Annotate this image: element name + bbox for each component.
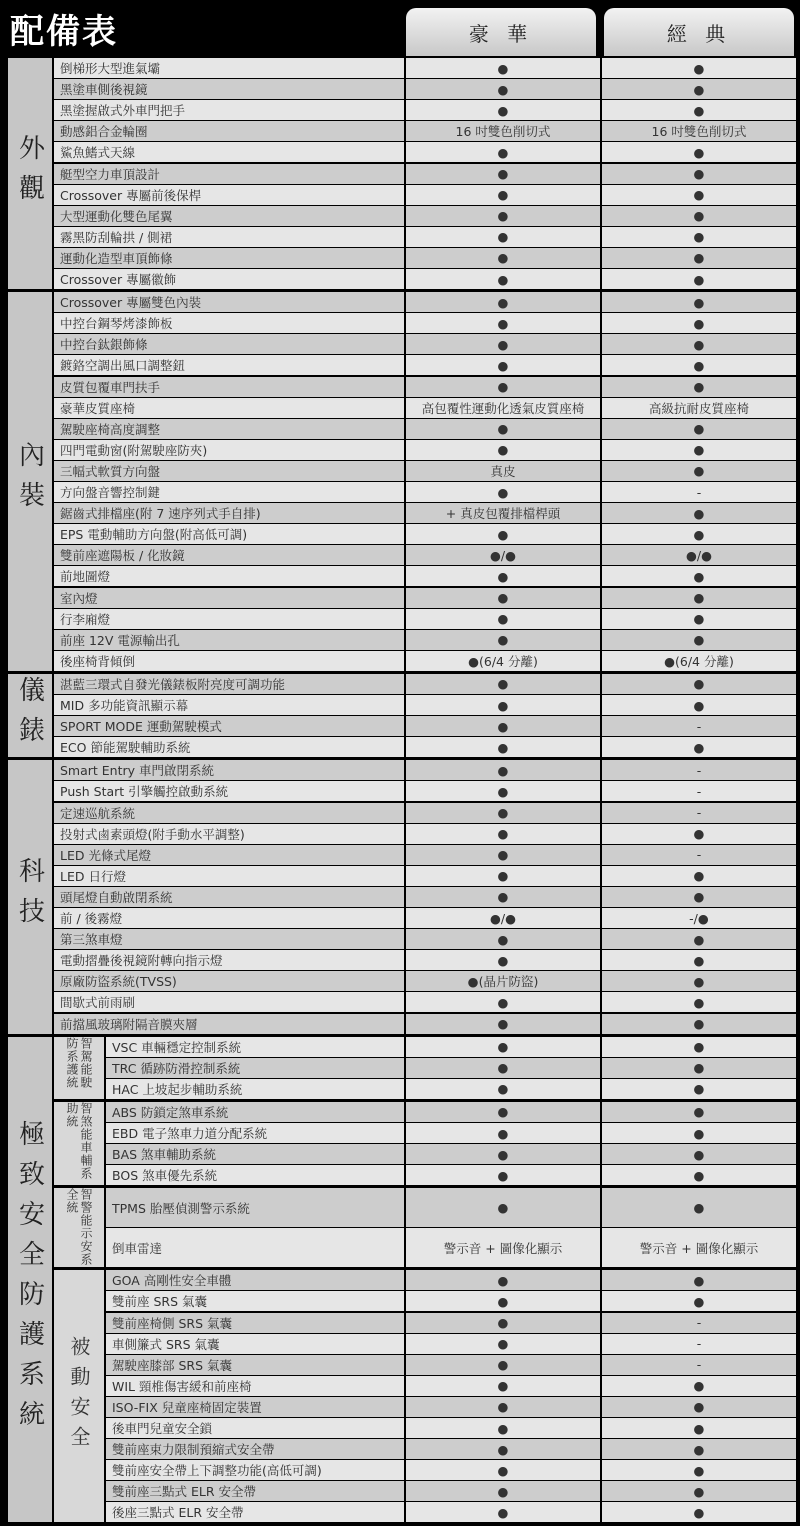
classic-value: - — [600, 845, 796, 865]
group-label: 儀錶 — [8, 674, 52, 757]
classic-value: ● — [600, 355, 796, 375]
feature-name: 霧黑防刮輪拱 / 側裙 — [60, 229, 173, 245]
spec-row — [106, 1481, 796, 1501]
feature-name: BOS 煞車優先系統 — [112, 1168, 218, 1184]
luxury-value: ●(6/4 分離) — [404, 651, 600, 671]
feature-name: LED 日行燈 — [60, 868, 126, 884]
spec-row — [106, 1123, 796, 1143]
luxury-value: + 真皮包覆排檔桿頭 — [404, 503, 600, 523]
luxury-value: ● — [404, 803, 600, 823]
luxury-value: ● — [404, 566, 600, 586]
classic-value: ● — [600, 1460, 796, 1480]
classic-value: ● — [600, 227, 796, 247]
classic-value: ● — [600, 1058, 796, 1078]
classic-value: ● — [600, 185, 796, 205]
luxury-value: ● — [404, 866, 600, 886]
spec-row — [54, 292, 796, 312]
classic-value: ● — [600, 866, 796, 886]
luxury-value: ● — [404, 1418, 600, 1438]
feature-name: 雙前座束力限制預縮式安全帶 — [112, 1442, 275, 1458]
spec-row — [54, 334, 796, 354]
feature-name: 原廠防盜系統(TVSS) — [60, 974, 177, 990]
classic-value: ● — [600, 1144, 796, 1164]
luxury-value: ● — [404, 950, 600, 970]
classic-value: ● — [600, 1439, 796, 1459]
group-label: 外觀 — [8, 58, 52, 289]
feature-name: Crossover 專屬雙色內裝 — [60, 295, 202, 311]
feature-name: ABS 防鎖定煞車系統 — [112, 1104, 229, 1120]
feature-name: Crossover 專屬前後保桿 — [60, 187, 202, 203]
spec-row — [54, 760, 796, 780]
classic-value: ● — [600, 1037, 796, 1057]
luxury-value: ● — [404, 1481, 600, 1501]
luxury-value: ● — [404, 1058, 600, 1078]
classic-value: 16 吋雙色削切式 — [600, 121, 796, 141]
classic-value: ●/● — [600, 545, 796, 565]
spec-row — [54, 887, 796, 907]
classic-value: ● — [600, 737, 796, 757]
classic-value: ● — [600, 1376, 796, 1396]
classic-value: ● — [600, 566, 796, 586]
feature-name: LED 光條式尾燈 — [60, 847, 151, 863]
classic-value: - — [600, 716, 796, 736]
feature-name: 後座三點式 ELR 安全帶 — [112, 1505, 244, 1521]
classic-value: ●(6/4 分離) — [600, 651, 796, 671]
spec-row — [106, 1188, 796, 1227]
spec-row — [54, 142, 796, 162]
spec-row — [54, 992, 796, 1012]
spec-row — [106, 1460, 796, 1480]
feature-name: EBD 電子煞車力道分配系統 — [112, 1126, 268, 1142]
feature-name: 鍍鉻空調出風口調整鈕 — [60, 358, 186, 374]
classic-value: - — [600, 1355, 796, 1375]
classic-value: 警示音 + 圖像化顯示 — [600, 1228, 796, 1267]
luxury-value: ● — [404, 1397, 600, 1417]
luxury-value: ● — [404, 482, 600, 502]
luxury-value: ● — [404, 440, 600, 460]
luxury-value: ● — [404, 588, 600, 608]
luxury-value: ● — [404, 630, 600, 650]
luxury-value: ● — [404, 206, 600, 226]
feature-name: 前擋風玻璃附隔音膜夾層 — [60, 1016, 198, 1032]
spec-row — [54, 695, 796, 715]
luxury-value: ● — [404, 929, 600, 949]
luxury-value: ● — [404, 269, 600, 289]
classic-value: ● — [600, 142, 796, 162]
classic-value: ● — [600, 1481, 796, 1501]
classic-value: ● — [600, 1397, 796, 1417]
classic-value: ● — [600, 206, 796, 226]
feature-name: 前地圖燈 — [60, 569, 111, 585]
feature-name: 雙前座安全帶上下調整功能(高低可調) — [112, 1463, 322, 1479]
spec-row — [54, 588, 796, 608]
subgroup-label: 智警能示安系全統 — [54, 1188, 104, 1267]
luxury-value: ● — [404, 716, 600, 736]
spec-row — [54, 1014, 796, 1034]
luxury-value: ● — [404, 355, 600, 375]
spec-row — [106, 1165, 796, 1185]
feature-name: 中控台鈦銀飾條 — [60, 337, 148, 353]
feature-name: TPMS 胎壓偵測警示系統 — [112, 1200, 250, 1216]
spec-row — [106, 1439, 796, 1459]
luxury-value: ● — [404, 1123, 600, 1143]
feature-name: 雙前座遮陽板 / 化妝鏡 — [60, 548, 185, 564]
feature-name: 後座椅背傾倒 — [60, 653, 136, 669]
spec-row — [106, 1313, 796, 1333]
classic-value: - — [600, 1334, 796, 1354]
spec-row — [106, 1376, 796, 1396]
spec-row — [54, 398, 796, 418]
classic-value: ● — [600, 100, 796, 120]
spec-row — [54, 908, 796, 928]
spec-row — [106, 1355, 796, 1375]
spec-row — [54, 100, 796, 120]
classic-value: ● — [600, 695, 796, 715]
luxury-value: ● — [404, 695, 600, 715]
spec-row — [106, 1079, 796, 1099]
feature-name: 頭尾燈自動啟閉系統 — [60, 889, 173, 905]
luxury-value: ● — [404, 1079, 600, 1099]
spec-row — [106, 1334, 796, 1354]
feature-name: 鋸齒式排檔座(附 7 速序列式手自排) — [60, 506, 261, 522]
feature-name: GOA 高剛性安全車體 — [112, 1273, 232, 1289]
luxury-value: ● — [404, 248, 600, 268]
spec-row — [54, 566, 796, 586]
spec-row — [54, 248, 796, 268]
feature-name: 行李廂燈 — [60, 611, 111, 627]
feature-name: TRC 循跡防滑控制系統 — [112, 1060, 241, 1076]
luxury-value: ● — [404, 419, 600, 439]
luxury-value: ● — [404, 824, 600, 844]
feature-name: 室內燈 — [60, 590, 98, 606]
classic-value: ● — [600, 248, 796, 268]
luxury-value: ● — [404, 674, 600, 694]
luxury-value: ●(晶片防盜) — [404, 971, 600, 991]
feature-name: 中控台鋼琴烤漆飾板 — [60, 316, 173, 332]
classic-value: ● — [600, 503, 796, 523]
spec-row — [54, 803, 796, 823]
feature-name: 電動摺疊後視鏡附轉向指示燈 — [60, 953, 223, 969]
feature-name: 間歇式前雨刷 — [60, 995, 136, 1011]
classic-value: -/● — [600, 908, 796, 928]
classic-value: ● — [600, 609, 796, 629]
feature-name: EPS 電動輔助方向盤(附高低可調) — [60, 527, 248, 543]
luxury-value: ● — [404, 1188, 600, 1227]
classic-value: ● — [600, 79, 796, 99]
feature-name: 定速巡航系統 — [60, 805, 136, 821]
spec-row — [106, 1397, 796, 1417]
classic-value: ● — [600, 440, 796, 460]
feature-name: Crossover 專屬徽飾 — [60, 272, 177, 288]
classic-value: ● — [600, 1123, 796, 1143]
luxury-value: ● — [404, 1313, 600, 1333]
luxury-value: ● — [404, 1376, 600, 1396]
classic-value: ● — [600, 1270, 796, 1290]
feature-name: 大型運動化雙色尾翼 — [60, 208, 173, 224]
spec-row — [54, 737, 796, 757]
classic-value: ● — [600, 419, 796, 439]
luxury-value: ● — [404, 1144, 600, 1164]
classic-value: ● — [600, 971, 796, 991]
spec-row — [54, 461, 796, 481]
luxury-value: ● — [404, 1102, 600, 1122]
spec-row — [54, 651, 796, 671]
classic-value: ● — [600, 1079, 796, 1099]
luxury-value: 高包覆性運動化透氣皮質座椅 — [404, 398, 600, 418]
spec-row — [106, 1418, 796, 1438]
luxury-value: ● — [404, 845, 600, 865]
feature-name: 倒車雷達 — [112, 1240, 163, 1256]
spec-row — [54, 609, 796, 629]
spec-row — [54, 440, 796, 460]
feature-name: WIL 頸椎傷害緩和前座椅 — [112, 1378, 252, 1394]
luxury-value: ● — [404, 227, 600, 247]
feature-name: 前 / 後霧燈 — [60, 911, 123, 927]
spec-row — [106, 1144, 796, 1164]
feature-name: 雙前座椅側 SRS 氣囊 — [112, 1315, 233, 1331]
luxury-value: ● — [404, 1502, 600, 1522]
spec-row — [106, 1502, 796, 1522]
feature-name: 湛藍三環式自發光儀錶板附亮度可調功能 — [60, 676, 286, 692]
spec-row — [54, 503, 796, 523]
spec-row — [54, 674, 796, 694]
classic-value: ● — [600, 674, 796, 694]
feature-name: 駕駛座膝部 SRS 氣囊 — [112, 1357, 233, 1373]
luxury-value: ● — [404, 1460, 600, 1480]
luxury-value: ● — [404, 142, 600, 162]
luxury-value: ● — [404, 1270, 600, 1290]
luxury-value: 16 吋雙色削切式 — [404, 121, 600, 141]
spec-row — [54, 482, 796, 502]
spec-row — [54, 185, 796, 205]
spec-row — [54, 524, 796, 544]
group-label: 科技 — [8, 760, 52, 1033]
spec-row — [54, 355, 796, 375]
feature-name: ECO 節能駕駛輔助系統 — [60, 740, 191, 756]
feature-name: BAS 煞車輔助系統 — [112, 1147, 217, 1163]
spec-row — [54, 716, 796, 736]
classic-value: ● — [600, 588, 796, 608]
classic-value: ● — [600, 377, 796, 397]
classic-value: ● — [600, 950, 796, 970]
luxury-value: ● — [404, 79, 600, 99]
classic-value: ● — [600, 292, 796, 312]
classic-value: ● — [600, 164, 796, 184]
classic-value: ● — [600, 1502, 796, 1522]
classic-value: ● — [600, 461, 796, 481]
column-header-classic: 經 典 — [604, 8, 794, 56]
spec-row — [54, 227, 796, 247]
spec-row — [54, 824, 796, 844]
luxury-value: ● — [404, 992, 600, 1012]
spec-row — [54, 419, 796, 439]
feature-name: ISO-FIX 兒童座椅固定裝置 — [112, 1399, 262, 1415]
spec-row — [106, 1058, 796, 1078]
subgroup-label: 被動安全 — [54, 1270, 104, 1522]
luxury-value: ● — [404, 1037, 600, 1057]
spec-row — [54, 866, 796, 886]
subgroup-label: 智煞能車輔系助統 — [54, 1102, 104, 1185]
classic-value: ● — [600, 630, 796, 650]
spec-row — [106, 1270, 796, 1290]
column-header-luxury: 豪 華 — [406, 8, 596, 56]
feature-name: SPORT MODE 運動駕駛模式 — [60, 719, 222, 735]
luxury-value: ● — [404, 334, 600, 354]
luxury-value: ● — [404, 1334, 600, 1354]
luxury-value: ● — [404, 164, 600, 184]
classic-value: ● — [600, 1188, 796, 1227]
feature-name: 三幅式軟質方向盤 — [60, 463, 161, 479]
feature-name: 方向盤音響控制鍵 — [60, 485, 161, 501]
luxury-value: ● — [404, 313, 600, 333]
classic-value: ● — [600, 313, 796, 333]
feature-name: 黑塗握啟式外車門把手 — [60, 103, 186, 119]
luxury-value: ● — [404, 1355, 600, 1375]
classic-value: ● — [600, 269, 796, 289]
luxury-value: ● — [404, 1291, 600, 1311]
spec-row — [106, 1228, 796, 1267]
feature-name: 運動化造型車頂飾條 — [60, 250, 173, 266]
classic-value: - — [600, 781, 796, 801]
feature-name: 動感鋁合金輪圈 — [60, 124, 148, 140]
feature-name: 鯊魚鰭式天線 — [60, 145, 136, 161]
luxury-value: ● — [404, 781, 600, 801]
classic-value: - — [600, 760, 796, 780]
classic-value: - — [600, 1313, 796, 1333]
luxury-value: ● — [404, 185, 600, 205]
spec-row — [54, 845, 796, 865]
luxury-value: ● — [404, 1014, 600, 1034]
feature-name: 黑塗車側後視鏡 — [60, 82, 148, 98]
feature-name: VSC 車輛穩定控制系統 — [112, 1039, 242, 1055]
feature-name: 艇型空力車頂設計 — [60, 166, 161, 182]
spec-row — [54, 377, 796, 397]
spec-row — [106, 1037, 796, 1057]
spec-row — [54, 269, 796, 289]
group-label: 內裝 — [8, 292, 52, 671]
spec-row — [54, 971, 796, 991]
spec-table — [8, 56, 796, 1520]
feature-name: 車側簾式 SRS 氣囊 — [112, 1336, 220, 1352]
luxury-value: 真皮 — [404, 461, 600, 481]
spec-row — [54, 950, 796, 970]
subgroup-label: 智駕能駛防系護統 — [54, 1037, 104, 1099]
classic-value: ● — [600, 1291, 796, 1311]
feature-name: 雙前座 SRS 氣囊 — [112, 1294, 208, 1310]
feature-name: 駕駛座椅高度調整 — [60, 421, 161, 437]
classic-value: ● — [600, 58, 796, 78]
luxury-value: ● — [404, 100, 600, 120]
feature-name: 豪華皮質座椅 — [60, 400, 136, 416]
luxury-value: 警示音 + 圖像化顯示 — [404, 1228, 600, 1267]
feature-name: 前座 12V 電源輸出孔 — [60, 632, 180, 648]
classic-value: ● — [600, 524, 796, 544]
classic-value: - — [600, 482, 796, 502]
classic-value: ● — [600, 824, 796, 844]
spec-row — [54, 630, 796, 650]
classic-value: 高級抗耐皮質座椅 — [600, 398, 796, 418]
spec-row — [54, 79, 796, 99]
feature-name: 四門電動窗(附駕駛座防夾) — [60, 442, 208, 458]
luxury-value: ● — [404, 292, 600, 312]
luxury-value: ● — [404, 760, 600, 780]
luxury-value: ●/● — [404, 908, 600, 928]
spec-row — [106, 1291, 796, 1311]
feature-name: Smart Entry 車門啟閉系統 — [60, 763, 215, 779]
feature-name: 第三煞車燈 — [60, 932, 123, 948]
feature-name: 投射式鹵素頭燈(附手動水平調整) — [60, 826, 245, 842]
classic-value: ● — [600, 334, 796, 354]
feature-name: 皮質包覆車門扶手 — [60, 379, 161, 395]
spec-row — [54, 121, 796, 141]
luxury-value: ●/● — [404, 545, 600, 565]
spec-row — [54, 545, 796, 565]
classic-value: ● — [600, 1014, 796, 1034]
feature-name: Push Start 引擎觸控啟動系統 — [60, 784, 229, 800]
classic-value: ● — [600, 929, 796, 949]
group-label: 極致安全防護系統 — [8, 1037, 52, 1523]
luxury-value: ● — [404, 887, 600, 907]
spec-row — [54, 206, 796, 226]
feature-name: HAC 上坡起步輔助系統 — [112, 1081, 243, 1097]
luxury-value: ● — [404, 609, 600, 629]
feature-name: 後車門兒童安全鎖 — [112, 1421, 213, 1437]
luxury-value: ● — [404, 1439, 600, 1459]
classic-value: ● — [600, 992, 796, 1012]
page-title: 配備表 — [10, 12, 118, 52]
spec-row — [54, 929, 796, 949]
feature-name: MID 多功能資訊顯示幕 — [60, 698, 189, 714]
luxury-value: ● — [404, 524, 600, 544]
classic-value: - — [600, 803, 796, 823]
classic-value: ● — [600, 1418, 796, 1438]
spec-row — [54, 58, 796, 78]
feature-name: 倒梯形大型進氣壩 — [60, 61, 161, 77]
classic-value: ● — [600, 887, 796, 907]
spec-row — [54, 781, 796, 801]
classic-value: ● — [600, 1102, 796, 1122]
luxury-value: ● — [404, 737, 600, 757]
spec-row — [106, 1102, 796, 1122]
luxury-value: ● — [404, 1165, 600, 1185]
spec-row — [54, 313, 796, 333]
luxury-value: ● — [404, 58, 600, 78]
luxury-value: ● — [404, 377, 600, 397]
classic-value: ● — [600, 1165, 796, 1185]
feature-name: 雙前座三點式 ELR 安全帶 — [112, 1484, 256, 1500]
spec-row — [54, 164, 796, 184]
